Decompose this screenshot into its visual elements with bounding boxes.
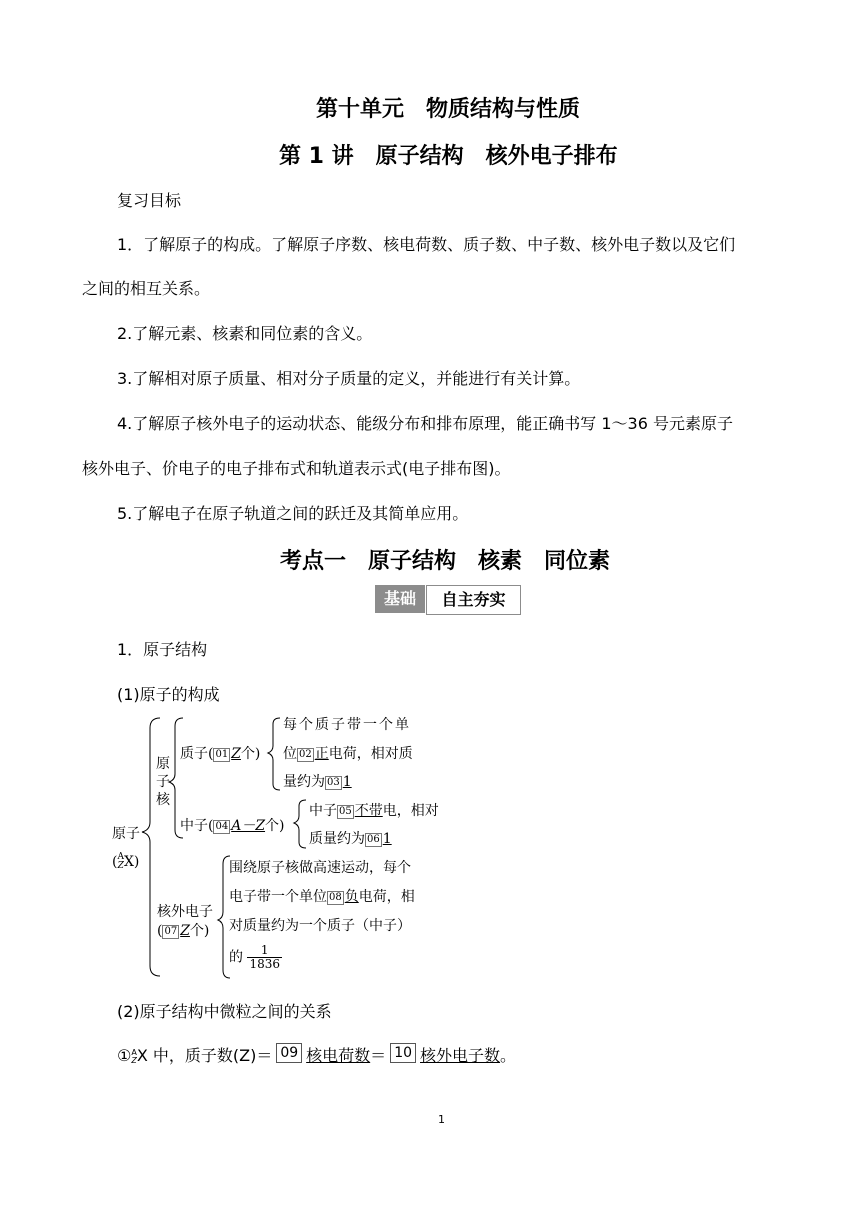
mass-fraction: $\frac{1}{1836}$ (249, 943, 280, 971)
neutron-desc-1: 中子 05 不带电，相对 (309, 803, 439, 819)
electron-desc-3: 对质量约为一个质子（中子） (229, 918, 411, 934)
subheading-atom-composition: (1)原子的构成 (117, 685, 220, 704)
atom-label: 原子 (112, 826, 140, 842)
answer-box-09: 09 (276, 1043, 302, 1063)
neutron-desc-2: 质量约为 06 1 (309, 831, 392, 847)
electron-label: 核外电子 (157, 904, 213, 920)
objectives-heading: 复习目标 (117, 191, 182, 210)
proton-desc-1: 每个质子带一个单 (283, 717, 411, 733)
electron-desc-4: 的 $\frac{1}{1836}$ (229, 943, 280, 971)
badge-basic: 基础 (375, 585, 425, 613)
electron-desc-1: 围绕原子核做高速运动，每个 (229, 860, 411, 876)
atom-symbol: ( A Z X) (112, 852, 140, 871)
objective-1-line1: 1．了解原子的构成。了解原子序数、核电荷数、质子数、中子数、核外电子数以及它们 (117, 235, 736, 254)
page-number: 1 (438, 1113, 445, 1126)
relation-line: ① A Z X 中，质子数(Z)＝ 09 核电荷数＝ 10 核外电子数。 (117, 1045, 517, 1065)
proton-label: 质子( 01 Z个) (180, 746, 261, 762)
electron-desc-2: 电子带一个单位 08 负电荷，相 (229, 889, 415, 905)
nucleus-label: 原子核 (156, 756, 170, 808)
unit-title: 第十单元 物质结构与性质 (316, 97, 581, 122)
electron-count: ( 07 Z个) (157, 923, 210, 939)
subheading-atomic-structure: 1．原子结构 (117, 640, 208, 659)
proton-desc-2: 位 02 正电荷，相对质 (283, 746, 413, 762)
objective-2: 2.了解元素、核素和同位素的含义。 (117, 324, 373, 343)
neutron-brace (294, 800, 306, 848)
neutron-label: 中子( 04 A－Z个) (180, 818, 285, 834)
subheading-particle-relation: (2)原子结构中微粒之间的关系 (117, 1002, 332, 1021)
objective-4-line1: 4.了解原子核外电子的运动状态、能级分布和排布原理，能正确书写 1～36 号元素原子 (117, 414, 733, 433)
proton-desc-3: 量约为 03 1 (283, 774, 352, 790)
objective-4-line2: 核外电子、价电子的电子排布式和轨道表示式(电子排布图)。 (82, 459, 511, 478)
objective-5: 5.了解电子在原子轨道之间的跃迁及其简单应用。 (117, 504, 469, 523)
lecture-title: 第 1 讲 原子结构 核外电子排布 (279, 144, 618, 169)
proton-brace (268, 718, 280, 790)
badge-self-study: 自主夯实 (426, 585, 521, 615)
objective-1-line2: 之间的相互关系。 (82, 279, 211, 298)
answer-box-10: 10 (390, 1043, 416, 1063)
section-title: 考点一 原子结构 核素 同位素 (280, 549, 611, 574)
objective-3: 3.了解相对原子质量、相对分子质量的定义，并能进行有关计算。 (117, 369, 581, 388)
